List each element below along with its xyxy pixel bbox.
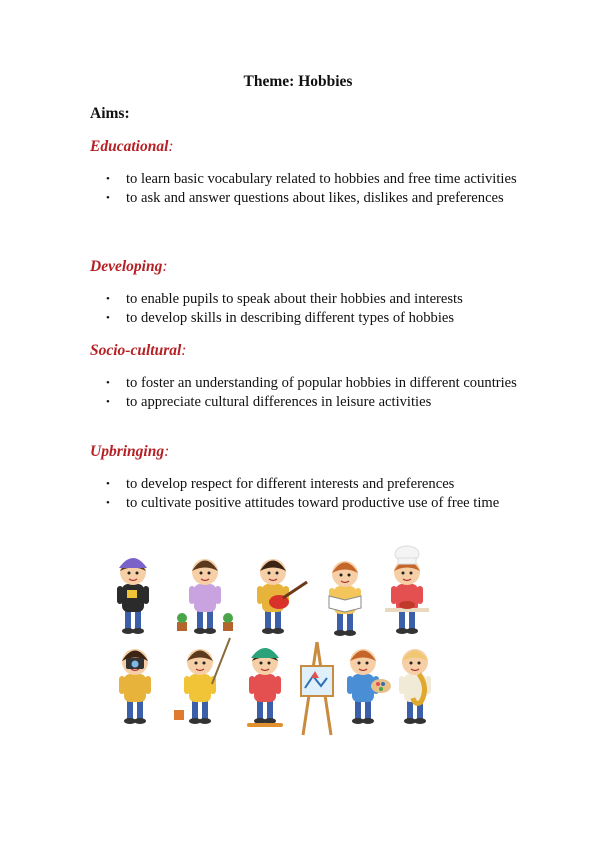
list-item <box>90 475 530 494</box>
list-item <box>90 494 530 513</box>
reading-kid-icon <box>329 561 361 636</box>
bullet-icon: • <box>106 478 110 490</box>
heading-colon: : <box>181 342 187 359</box>
bullet-list <box>90 374 530 411</box>
fishing-kid-icon <box>174 638 230 724</box>
section-heading: Educational <box>90 138 169 155</box>
painting-kid-icon <box>347 649 391 724</box>
saxophone-kid-icon <box>399 649 431 724</box>
section-heading: Developing <box>90 258 163 275</box>
hobbies-illustration <box>105 540 445 740</box>
section-heading: Upbringing <box>90 443 165 460</box>
hobbies-illustration-svg <box>105 540 445 740</box>
list-item <box>90 393 530 412</box>
section-upbringing <box>90 442 530 512</box>
section-developing <box>90 257 530 327</box>
bullet-list <box>90 475 530 512</box>
section-heading: Socio-cultural <box>90 342 182 359</box>
heading-colon: : <box>164 443 170 460</box>
bullet-icon: • <box>106 377 110 389</box>
list-item-text: to cultivate positive attitudes toward productive use of free time <box>126 494 500 511</box>
page-title: Theme: Hobbies <box>243 73 353 90</box>
photography-kid-icon <box>119 649 151 724</box>
bullet-icon: • <box>106 191 110 204</box>
bullet-icon: • <box>106 173 110 185</box>
list-item <box>90 309 530 328</box>
section-educational <box>90 137 530 207</box>
list-item <box>90 290 530 309</box>
bullet-icon: • <box>106 293 110 305</box>
list-item-text: to ask and answer questions about likes, dislikes and preferences <box>126 189 504 206</box>
list-item-text: to develop respect for different interests and preferences <box>126 476 455 492</box>
bullet-list <box>90 290 530 327</box>
list-item-text: to appreciate cultural differences in leisure activities <box>126 393 432 410</box>
list-item <box>90 170 530 189</box>
list-item-text: to enable pupils to speak about their hobbies and interests <box>126 291 463 307</box>
cooking-kid-icon <box>385 546 429 634</box>
bullet-icon: • <box>106 311 110 324</box>
list-item <box>90 374 530 393</box>
heading-colon: : <box>168 138 174 155</box>
list-item <box>90 189 530 208</box>
list-item-text: to learn basic vocabulary related to hobbies and free time activities <box>126 171 517 187</box>
list-item-text: to foster an understanding of popular hobbies in different countries <box>126 375 517 391</box>
cycling-kid-icon <box>117 558 149 634</box>
bullet-list <box>90 170 530 207</box>
list-item-text: to develop skills in describing different types of hobbies <box>126 309 455 326</box>
aims-label: Aims: <box>90 105 130 122</box>
guitar-kid-icon <box>257 559 307 634</box>
heading-colon: : <box>162 258 168 275</box>
gardening-kid-icon <box>177 559 233 634</box>
bullet-icon: • <box>106 395 110 408</box>
skateboard-kid-icon <box>247 648 283 727</box>
section-socio-cultural <box>90 341 530 411</box>
bullet-icon: • <box>106 496 110 509</box>
painting-easel-icon <box>301 642 333 735</box>
